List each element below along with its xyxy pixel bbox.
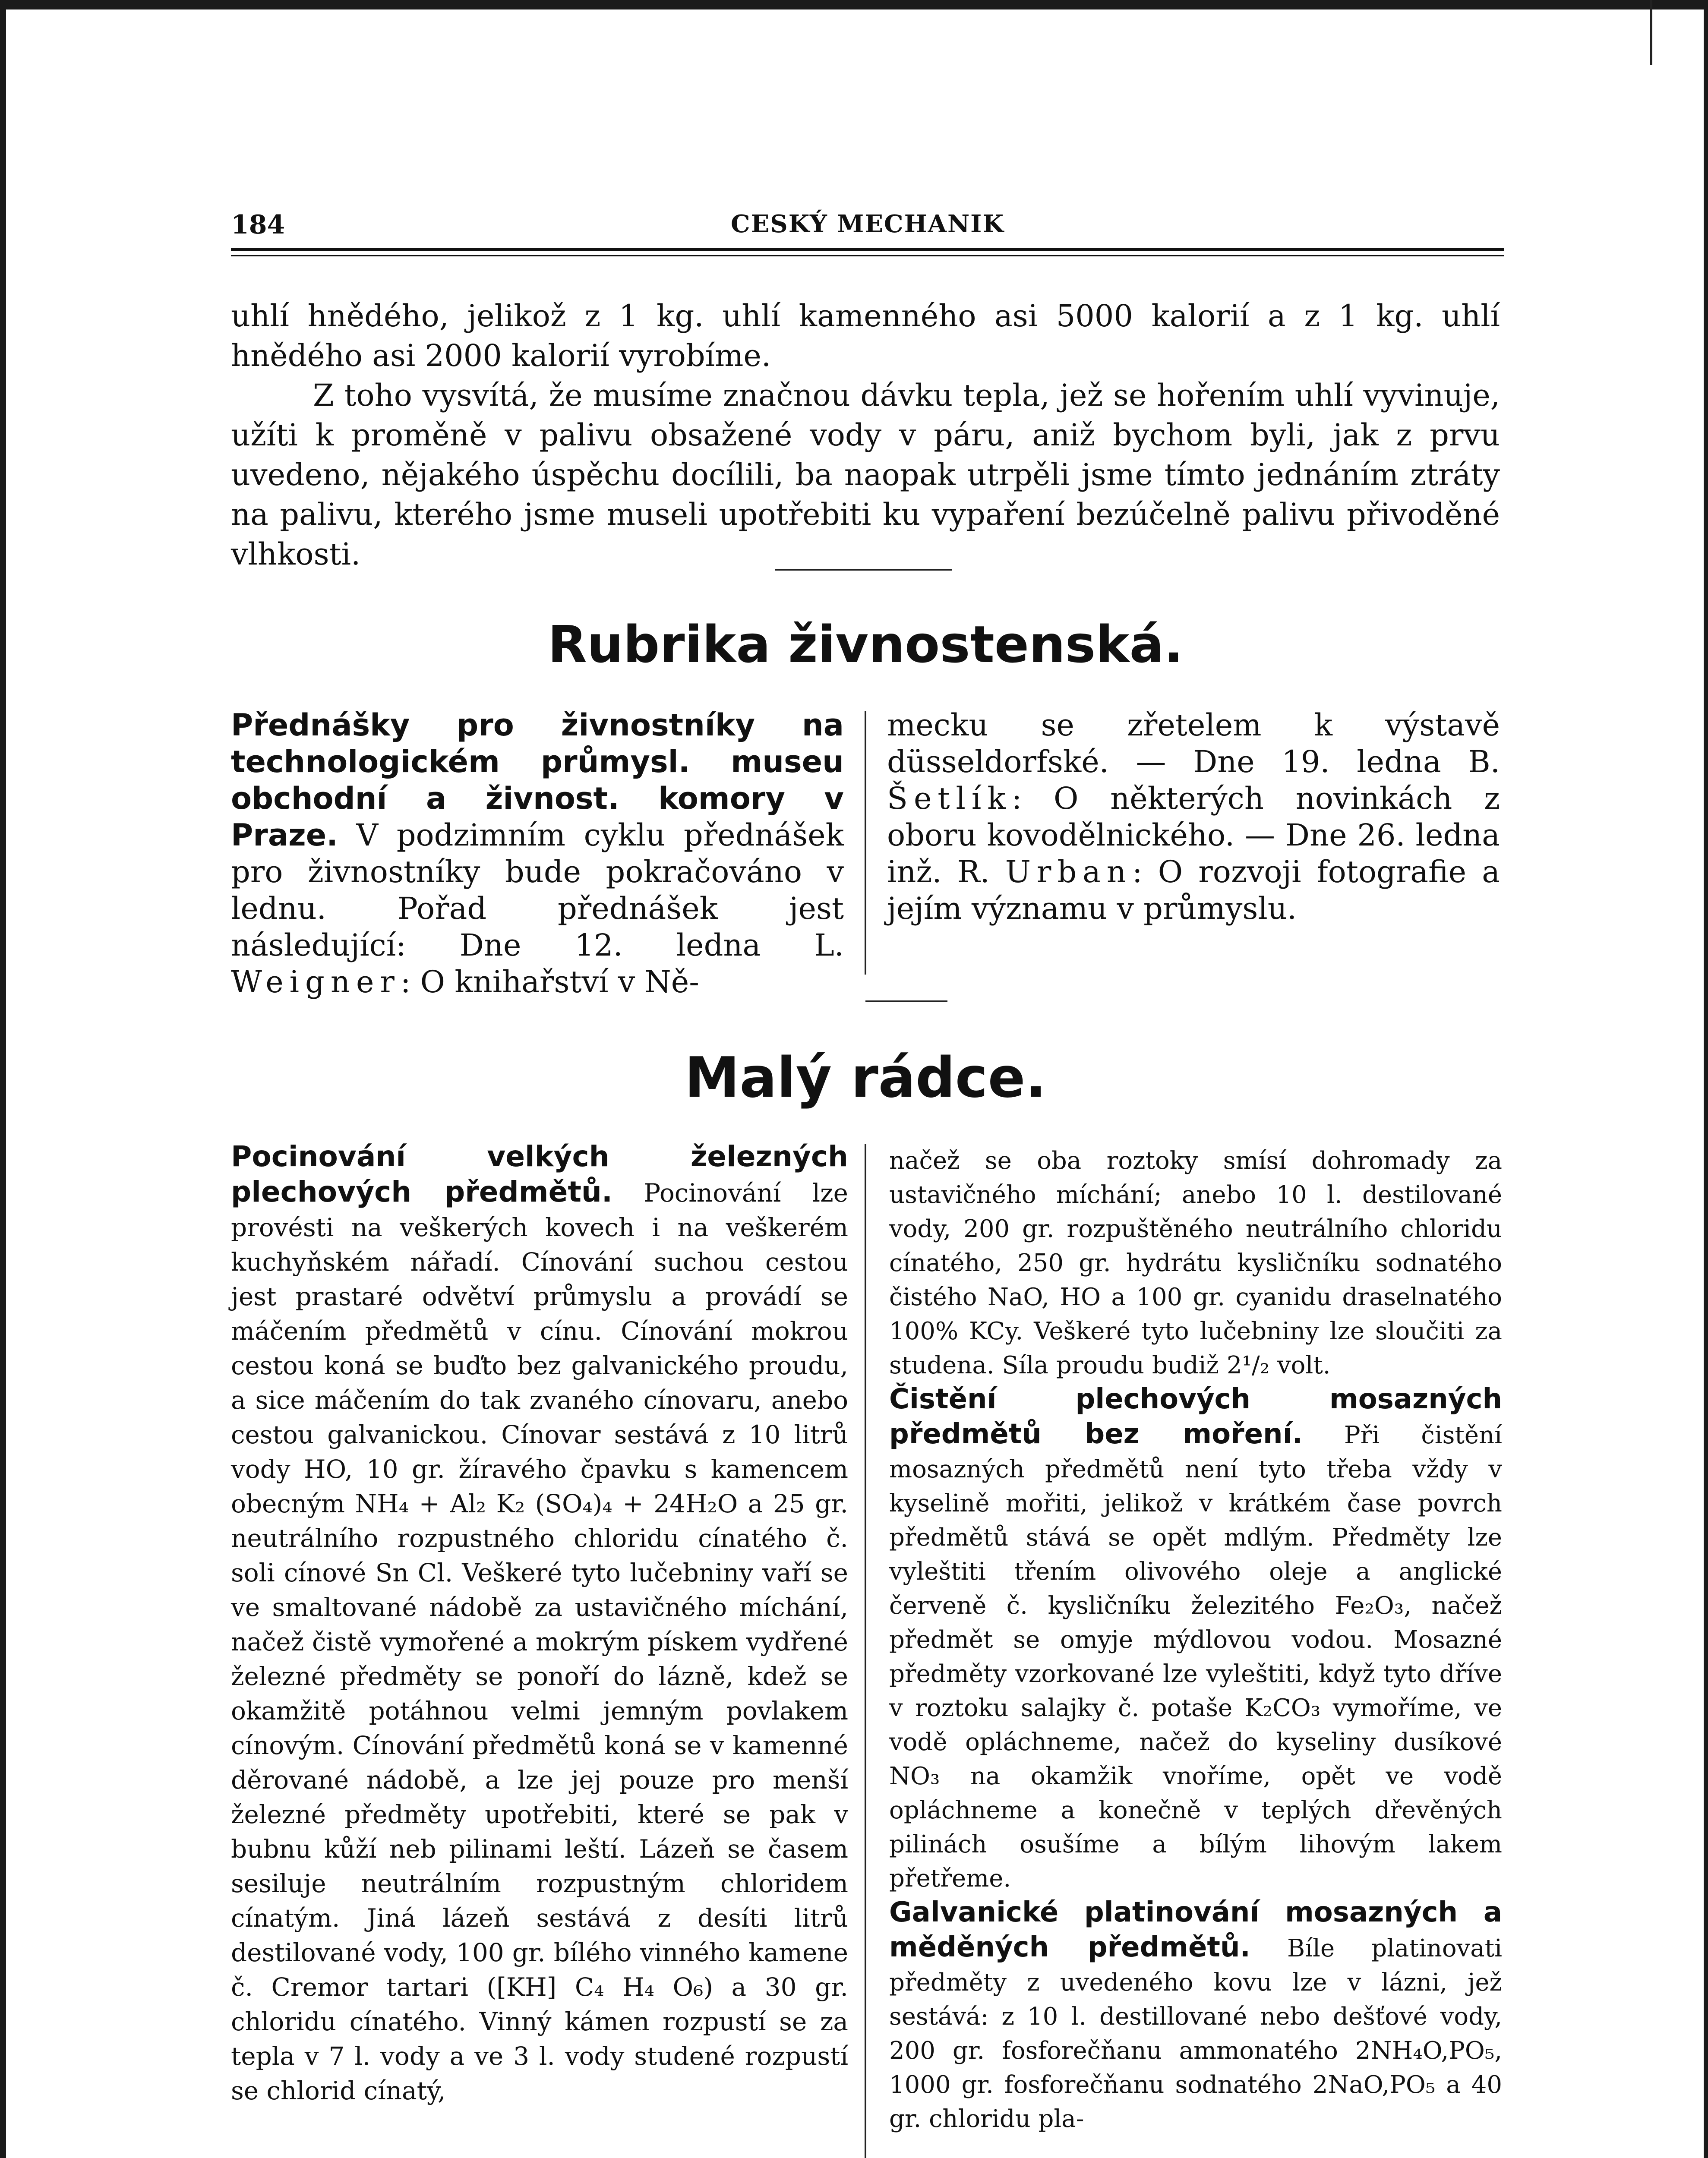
lecturer-urban: Urban [1005, 854, 1132, 890]
tinning-continued: načež se oba roztoky smísí dohromady za ustavičného míchání; anebo 10 l. destilované vody, 200 gr. rozpuštěného neutrálního chloridu cínatého, 250 gr. hydrátu kysličníku sodnatého čistého NaO, HO a 100 gr. cyanidu draselnatého 100% KCy. Veškeré tyto lučebniny lze sloučiti za studena. Síla proudu budiž 2¹/₂ volt. [889, 1147, 1502, 1379]
lecture-middle: : O některých novinkách z oboru kovodělnického. — Dne 26. ledna inž. R. [887, 781, 1500, 890]
zivnostenska-right-column [887, 707, 1500, 927]
lecture-continued: mecku se zřetelem k výstavě düsseldorfské. — Dne 19. ledna B. [887, 707, 1500, 779]
lecture-heading: Přednášky pro živnostníky na technologickém průmysl. museu obchodní a živnost. komory v Praze. [231, 707, 844, 853]
brass-cleaning-text: Při čistění mosazných předmětů není tyto třeba vždy v kyselině mořiti, jelikož v krátkém čase povrch předmětů stává se opět mdlým. Předměty lze vyleštiti třením olivového oleje a anglické červeně č. kysličníku železitého Fe₂O₃, načež předmět se omyje mýdlovou vodou. Mosazné předměty vzorkované lze vyleštiti, když tyto dříve v roztoku salajky č. potaše K₂CO₃ vymoříme, ve vodě opláchneme, načež do kyseliny dusíkové NO₃ na okamžik vnoříme, opět ve vodě opláchneme a konečně v teplých dřevěných pilinách osušíme a bílým lihovým lakem přetřeme. [889, 1421, 1502, 1893]
scan-border-left [0, 0, 6, 2158]
intro-text [231, 296, 1500, 574]
section-title-zivnostenska: Rubrika živnostenská. [547, 615, 1184, 674]
tinning-heading: Pocinování velkých železných plechových předmětů. [231, 1140, 848, 1208]
lecture-end: : O rozvoji fotografie a jejím významu v průmyslu. [887, 854, 1500, 926]
platinum-plating-heading: Galvanické platinování mosazných a měděných předmětů. [889, 1896, 1502, 1963]
intro-paragraph-2: Z toho vysvítá, že musíme značnou dávku tepla, jež se hořením uhlí vyvinuje, užíti k proměně v palivu obsažené vody v páru, aniž bychom byli, jak z prvu uvedeno, nějakého úspěchu docílili, ba naopak utrpěli jsme tímto jednáním ztráty na palivu, kterého jsme museli upotřebiti ku vypaření bezúčelně palivu přivoděné vlhkosti. [231, 378, 1500, 572]
brass-cleaning-heading: Čistění plechových mosazných předmětů bez moření. [889, 1383, 1502, 1450]
separator-rule-short [865, 1000, 947, 1002]
lecture-text: V podzimním cyklu přednášek pro živnostníky bude pokračováno v lednu. Pořad přednášek jest následující: Dne 12. ledna L. [231, 817, 844, 963]
tinning-text: Pocinování lze provésti na veškerých kovech i na veškerém kuchyňském nářadí. Cínování suchou cestou jest prastaré odvětví průmyslu a provádí se máčením předmětů v cínu. Cínování mokrou cestou koná se buďto bez galvanického proudu, a sice máčením do tak zvaného cínovaru, anebo cestou galvanickou. Cínovar sestává z 10 litrů vody HO, 10 gr. žíravého čpavku s kamencem obecným NH₄ + Al₂ K₂ (SO₄)₄ + 24H₂O a 25 gr. neutrálního rozpustného chloridu cínatého č. soli cínové Sn Cl. Veškeré tyto lučebniny vaří se ve smaltované nádobě za ustavičného míchání, načež čistě vymořené a mokrým pískem vydřené železné předměty se ponoří do lázně, kdež se okamžitě potáhnou velmi jemným povlakem cínovým. Cínování předmětů koná se v kamenné děrované nádobě, a lze jej pouze pro menší železné předměty upotřebiti, které se pak v bubnu kůží neb pilinami leští. Lázeň se časem sesiluje neutrálním rozpustným chloridem cínatým. Jiná lázeň sestává z desíti litrů destilované vody, 100 gr. bílého vinného kamene č. Cremor tartari ([KH] C₄ H₄ O₆) a 30 gr. chloridu cínatého. Vinný kámen rozpustí se za tepla v 7 l. vody a ve 3 l. vody studené rozpustí se chlorid cínatý, [231, 1178, 848, 2105]
radce-left-column [231, 1139, 848, 2108]
zivnostenska-left-column [231, 707, 844, 1000]
radce-right-column [889, 1144, 1502, 2136]
header-rule [231, 248, 1504, 251]
platinum-plating-text: Bíle platinovati předměty z uvedeného kovu lze v lázni, jež sestává: z 10 l. destillované nebo dešťové vody, 200 gr. fosforečňanu ammonatého 2NH₄O,PO₅, 1000 gr. fosforečňanu sodnatého 2NaO,PO₅ a 40 gr. chloridu pla- [889, 1934, 1502, 2133]
scan-fold-mark [1650, 0, 1652, 65]
scan-border-top [0, 0, 1708, 9]
lecturer-setlik: Šetlík [887, 781, 1012, 816]
lecturer-weigner: Weigner [231, 964, 401, 1000]
scan-border-right [1704, 0, 1708, 2158]
page-header [231, 210, 1504, 240]
page-number: 184 [231, 210, 285, 240]
column-divider [865, 711, 866, 975]
running-title: CESKÝ MECHANIK [731, 210, 1004, 238]
section-title-maly-radce: Malý rádce. [684, 1046, 1047, 1110]
header-rule-thin [231, 255, 1504, 256]
column-divider-2 [865, 1144, 866, 2158]
intro-paragraph-1: uhlí hnědého, jelikož z 1 kg. uhlí kamenného asi 5000 kalorií a z 1 kg. uhlí hnědého asi 2000 kalorií vyrobíme. [231, 298, 1500, 373]
lecture-text-tail: : O knihařství v Ně- [400, 964, 699, 1000]
separator-rule [775, 569, 952, 571]
